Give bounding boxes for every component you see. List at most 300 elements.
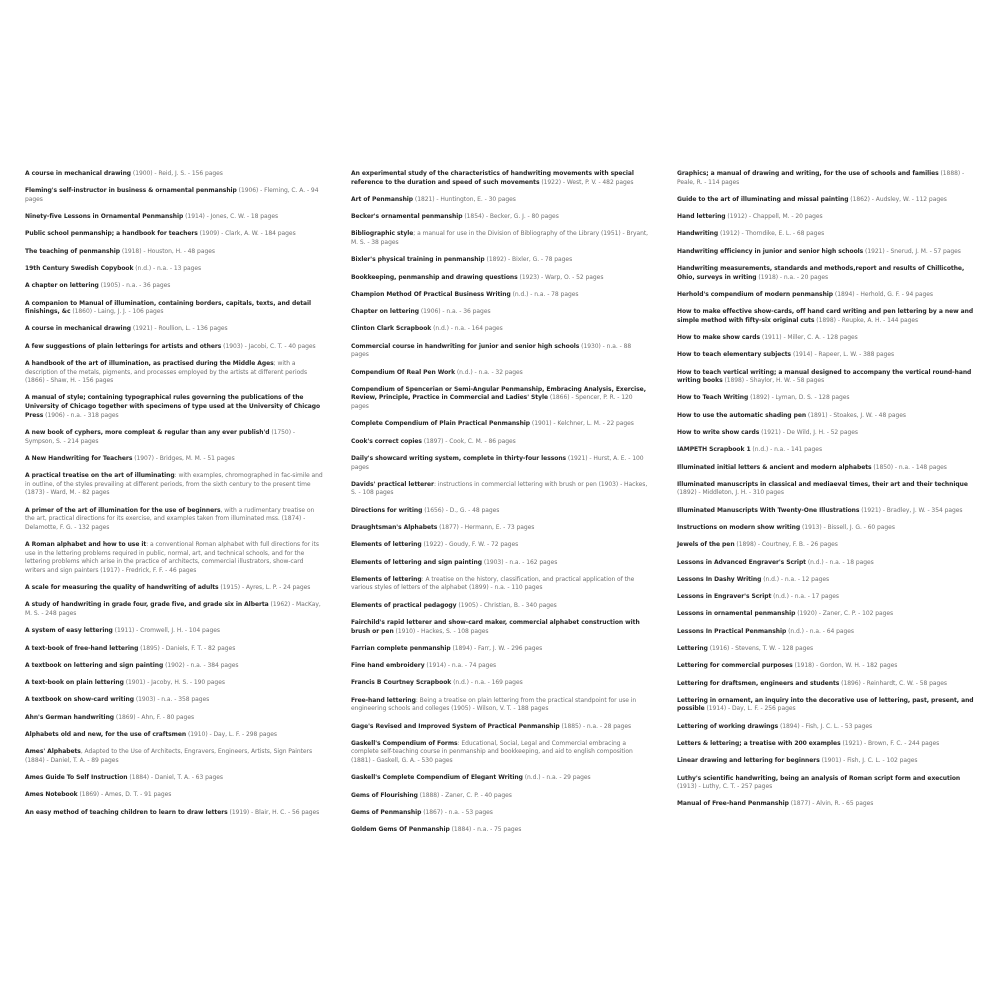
book-entry	[25, 774, 323, 783]
book-title: How to use the automatic shading pen	[677, 411, 807, 419]
book-title: Draughtsman's Alphabets	[351, 523, 438, 531]
book-title: Bookkeeping, penmanship and drawing questions	[351, 273, 518, 281]
book-entry	[677, 507, 975, 516]
book-entry	[351, 420, 649, 429]
book-meta: (1911) - Cromwell, J. H. - 104 pages	[112, 627, 220, 635]
book-entry	[677, 334, 975, 343]
book-meta: (1921) - De Wild, J. H. - 52 pages	[759, 429, 858, 437]
book-entry	[677, 576, 975, 585]
book-title: An easy method of teaching children to learn to draw letters	[25, 808, 228, 816]
book-meta: (1885) - n.a. - 28 pages	[559, 722, 632, 730]
book-meta: (1877) - Alvin, R. - 65 pages	[788, 800, 874, 808]
book-title: Commercial course in handwriting for junior and senior high schools	[351, 342, 580, 350]
book-title: How to Teach Writing	[677, 394, 749, 402]
book-title: Illuminated initial letters & ancient and modern alphabets	[677, 463, 872, 471]
book-entry	[25, 731, 323, 740]
book-title: A few suggestions of plain letterings for artists and others	[25, 342, 222, 350]
book-title: Ninety-five Lessons in Ornamental Penmanship	[25, 213, 184, 221]
book-title: Graphics; a manual of drawing and writing, for the use of schools and families	[677, 170, 939, 177]
book-title: Linear drawing and lettering for beginners	[677, 757, 820, 765]
book-title: Lessons In Practical Penmanship	[677, 627, 787, 635]
book-entry	[25, 791, 323, 800]
book-entry	[677, 723, 975, 732]
book-meta: (1866) - Spencer, P. R. - 120 pages	[351, 394, 633, 411]
book-entry	[351, 774, 649, 783]
book-meta: (1910) - Hackes, S. - 108 pages	[393, 627, 489, 635]
book-entry	[25, 679, 323, 688]
book-meta: (1913) - Bissell, J. G. - 60 pages	[800, 524, 895, 532]
book-meta: (1914) - Jones, C. W. - 18 pages	[183, 213, 279, 221]
book-meta: (n.d.) - n.a. - 12 pages	[761, 575, 830, 583]
book-meta: (1854) - Becker, G. J. - 80 pages	[462, 213, 559, 221]
book-title: Goldem Gems Of Penmanship	[351, 826, 450, 834]
book-entry	[25, 696, 323, 705]
book-entry	[677, 697, 975, 714]
book-meta: (1901) - Fish, J. C. L. - 102 pages	[819, 757, 918, 765]
book-entry	[25, 343, 323, 352]
book-entry	[677, 291, 975, 300]
book-meta: (1888) - Zaner, C. P. - 40 pages	[417, 791, 512, 799]
book-entry	[25, 300, 323, 317]
book-meta: (1907) - Bridges, M. M. - 51 pages	[132, 454, 235, 462]
book-meta: (1750) - Sympson, S. - 214 pages	[25, 428, 295, 445]
book-entry	[25, 748, 323, 765]
book-meta: (1894) - Farr, J. W. - 296 pages	[450, 644, 543, 652]
book-meta: (n.d.) - n.a. - 64 pages	[786, 627, 854, 635]
book-entry	[25, 394, 323, 420]
book-entry	[351, 826, 649, 835]
book-title: Elements of lettering	[351, 541, 422, 549]
book-subtitle: : instructions in commercial lettering with brush or pen	[433, 480, 597, 488]
book-entry	[25, 601, 323, 618]
book-entry	[677, 429, 975, 438]
book-title: A manual of style; containing typographical rules governing the publications of the University of Chicago together with specimens of type used at the University of Chicago Press	[25, 394, 321, 419]
book-meta: (1914) - Day, L. F. - 256 pages	[704, 705, 796, 713]
book-entry	[25, 809, 323, 818]
book-meta: (1923) - Warp, O. - 52 pages	[517, 273, 604, 281]
book-entry	[351, 230, 649, 247]
book-subtitle: : Educational, Social, Legal and Commercial embracing a complete self-teaching course in penmanship and bookkeeping, and aid to english composition	[351, 739, 633, 756]
book-title: Elements of lettering	[351, 575, 422, 583]
book-entry	[677, 775, 975, 792]
book-meta: (1866) - Shaw, H. - 156 pages	[25, 377, 114, 385]
book-title: How to write show cards	[677, 429, 760, 437]
book-title: Ames' Alphabets	[25, 748, 81, 756]
book-entry	[351, 213, 649, 222]
book-title: Guide to the art of illuminating and missal painting	[677, 195, 849, 203]
book-title: Clinton Clark Scrapbook	[351, 325, 432, 333]
book-title: Davids' practical letterer	[351, 480, 434, 488]
book-entry	[677, 464, 975, 473]
book-title: Gaskell's Complete Compendium of Elegant Writing	[351, 774, 523, 782]
book-title: Lettering of working drawings	[677, 722, 779, 730]
book-title: How to make effective show-cards, off hand card writing and pen lettering by a new and simple method with fifty-six original cuts	[677, 308, 974, 324]
book-meta: (1914) - n.a. - 74 pages	[424, 662, 497, 670]
book-meta: (1913) - Luthy, C. T. - 257 pages	[677, 783, 773, 791]
book-entry	[677, 800, 975, 809]
book-meta: (1906) - Fleming, C. A. - 94 pages	[25, 187, 319, 203]
book-meta: (1656) - D., G. - 48 pages	[422, 506, 500, 514]
book-meta: (1903) - n.a. - 358 pages	[133, 696, 210, 704]
book-meta: (1905) - n.a. - 36 pages	[98, 282, 171, 290]
book-title: A textbook on show-card writing	[25, 696, 134, 704]
book-title: How to teach elementary subjects	[677, 351, 792, 359]
book-meta: (1867) - n.a. - 53 pages	[421, 808, 493, 816]
book-title: Fairchild's rapid letterer and show-card maker, commercial alphabet construction with brush or pen	[351, 618, 640, 635]
book-title: Farrian complete penmanship	[351, 644, 451, 652]
book-title: Public school penmanship; a handbook for teachers	[25, 230, 198, 238]
book-title: Becker's ornamental penmanship	[351, 213, 463, 221]
book-title: Jewels of the pen	[677, 541, 735, 549]
book-title: A study of handwriting in grade four, grade five, and grade six in Alberta	[25, 601, 269, 609]
bibliography-column-1	[25, 170, 323, 843]
book-title: Handwriting efficiency in junior and senior high schools	[677, 247, 864, 255]
book-meta: (1888) - Peale, R. - 114 pages	[677, 170, 965, 186]
book-meta: (1962) - MacKay, M. S. - 248 pages	[25, 601, 321, 617]
book-entry	[677, 680, 975, 689]
book-meta: (1915) - Ayres, L. P. - 24 pages	[218, 584, 311, 592]
book-title: Alphabets old and new, for the use of craftsmen	[25, 730, 187, 738]
book-title: Letters & lettering; a treatise with 200 examples	[677, 740, 841, 747]
book-meta: (1911) - Miller, C. A. - 128 pages	[760, 334, 858, 342]
book-entry	[25, 429, 323, 446]
book-meta: (1951) - Bryant, M. S. - 38 pages	[351, 230, 649, 247]
book-meta: (1892) - Bixler, G. - 78 pages	[484, 256, 573, 264]
book-title: A New Handwriting for Teachers	[25, 454, 133, 462]
book-title: A practical treatise on the art of illuminating	[25, 472, 175, 480]
book-title: Lessons In Dashy Writing	[677, 575, 762, 583]
book-meta: (1901) - Kelchner, L. M. - 22 pages	[530, 420, 634, 428]
book-meta: (1920) - Zaner, C. P. - 102 pages	[795, 610, 894, 618]
book-meta: (1930) - n.a. - 88 pages	[351, 342, 632, 359]
book-title: Elements of practical pedagogy	[351, 601, 457, 609]
book-meta: (1921) - Roullion, L. - 136 pages	[131, 325, 228, 333]
book-entry	[351, 524, 649, 533]
book-title: Gems of Flourishing	[351, 791, 418, 799]
book-title: A scale for measuring the quality of handwriting of adults	[25, 584, 219, 592]
book-title: Champion Method Of Practical Business Writing	[351, 290, 511, 298]
book-entry	[351, 619, 649, 636]
book-entry	[351, 256, 649, 265]
book-entry	[351, 723, 649, 732]
book-title: IAMPETH Scrapbook 1	[677, 446, 751, 454]
book-title: Lessons in Advanced Engraver's Script	[677, 558, 807, 566]
book-meta: (n.d.) - n.a. - 18 pages	[806, 558, 874, 566]
book-entry	[25, 541, 323, 575]
book-meta: (1914) - Rapeer, L. W. - 388 pages	[791, 351, 895, 359]
book-meta: (1884) - n.a. - 75 pages	[449, 826, 522, 834]
book-entry	[351, 386, 649, 412]
book-title: Daily's showcard writing system, complete in thirty-four lessons	[351, 454, 567, 462]
book-meta: (n.d.) - n.a. - 17 pages	[771, 593, 839, 601]
book-entry	[677, 446, 975, 455]
book-entry	[677, 757, 975, 766]
book-title: Gems of Penmanship	[351, 808, 422, 816]
book-meta: (1821) - Huntington, E. - 30 pages	[413, 195, 516, 203]
book-title: Chapter on lettering	[351, 308, 420, 316]
book-title: Lettering	[677, 645, 708, 652]
book-entry	[25, 213, 323, 222]
book-subtitle: : with examples, chromographed in fac-simile and in outline, of the styles prevailing at different periods, from the sixth century to the present time	[25, 472, 323, 488]
book-entry	[25, 472, 323, 498]
book-entry	[351, 308, 649, 317]
book-entry	[351, 602, 649, 611]
book-title: Cook's correct copies	[351, 437, 422, 445]
book-entry	[351, 662, 649, 671]
book-title: A textbook on lettering and sign painting	[25, 661, 164, 669]
book-meta: (1921) - Snerud, J. M. - 57 pages	[863, 247, 961, 255]
book-meta: (1873) - Ward, M. - 82 pages	[25, 489, 110, 497]
book-title: The teaching of penmanship	[25, 247, 120, 255]
book-meta: (1912) - Chappell, M. - 20 pages	[725, 213, 823, 221]
book-meta: (1921) - Bradley, J. W. - 354 pages	[859, 506, 963, 514]
book-subtitle: ; with a description of the metals, pigments, and processes employed by the artists at different periods	[25, 360, 308, 376]
book-entry	[677, 230, 975, 239]
book-entry	[351, 343, 649, 360]
book-meta: (1902) - n.a. - 384 pages	[163, 661, 239, 669]
book-meta: (1910) - Day, L. F. - 298 pages	[186, 730, 278, 738]
book-title: A chapter on lettering	[25, 282, 99, 290]
book-entry	[25, 645, 323, 654]
book-meta: (1903) - Hackes, S. - 108 pages	[351, 480, 648, 497]
book-title: Manual of Free-hand Penmanship	[677, 800, 789, 808]
book-meta: (1906) - n.a. - 36 pages	[419, 308, 491, 316]
book-title: How to make show cards	[677, 334, 761, 342]
book-title: A Roman alphabet and how to use it	[25, 541, 147, 549]
book-title: A course in mechanical drawing	[25, 170, 132, 177]
book-entry	[25, 187, 323, 204]
book-meta: (1884) - Daniel, T. A. - 89 pages	[25, 756, 119, 764]
book-meta: (1918) - Gordon, W. H. - 182 pages	[792, 662, 898, 670]
book-meta: (1909) - Clark, A. W. - 184 pages	[197, 230, 296, 238]
book-entry	[677, 524, 975, 533]
book-meta: (1898) - Reupke, A. H. - 144 pages	[814, 316, 919, 324]
book-entry	[351, 541, 649, 550]
book-entry	[677, 196, 975, 205]
book-title: Luthy's scientific handwriting, being an analysis of Roman script form and execution	[677, 774, 961, 782]
book-entry	[25, 170, 323, 179]
book-meta: (1921) - Hurst, A. E. - 100 pages	[351, 454, 644, 471]
book-entry	[351, 809, 649, 818]
book-meta: (1905) - Wilson, V. T. - 188 pages	[449, 705, 549, 713]
book-entry	[677, 248, 975, 257]
book-meta: (1898) - Courtney, F. B. - 26 pages	[734, 541, 838, 549]
book-meta: (1903) - n.a. - 162 pages	[481, 558, 558, 566]
book-entry	[677, 481, 975, 498]
book-meta: (n.d.) - n.a. - 141 pages	[750, 446, 823, 454]
book-entry	[677, 369, 975, 386]
book-meta: (1901) - Jacoby, H. S. - 190 pages	[123, 679, 225, 687]
bibliography-column-2	[351, 170, 649, 843]
book-entry	[351, 576, 649, 593]
book-entry	[351, 697, 649, 714]
book-title: Lettering for commercial purposes	[677, 662, 793, 670]
book-entry	[677, 351, 975, 360]
book-meta: (n.d.) - n.a. - 29 pages	[522, 774, 591, 782]
book-entry	[677, 645, 975, 654]
book-meta: (n.d.) - n.a. - 13 pages	[133, 265, 202, 272]
book-entry	[351, 274, 649, 283]
book-entry	[25, 265, 323, 274]
book-title: Handwriting	[677, 230, 719, 238]
book-entry	[351, 645, 649, 654]
book-meta: (1895) - Daniels, F. T. - 82 pages	[138, 644, 236, 652]
book-meta: (n.d.) - n.a. - 169 pages	[451, 679, 523, 687]
book-meta: (1869) - Ahn, F. - 80 pages	[114, 713, 195, 721]
book-meta: (1850) - n.a. - 148 pages	[871, 463, 947, 471]
book-meta: (1903) - Jacobi, C. T. - 40 pages	[221, 342, 316, 350]
book-entry	[25, 507, 323, 533]
book-entry	[25, 230, 323, 239]
book-title: Gage's Revised and Improved System of Practical Penmanship	[351, 722, 560, 730]
book-title: A text-book of free-hand lettering	[25, 644, 139, 652]
book-title: Free-hand lettering	[351, 696, 416, 704]
book-entry	[25, 627, 323, 636]
book-title: Instructions on modern show writing	[677, 524, 801, 532]
book-title: Lessons in Engraver's Script	[677, 593, 772, 601]
book-entry	[677, 394, 975, 403]
book-subtitle: : a conventional Roman alphabet with full directions for its use in the lettering problems required in public, normal, art, and technical schools, and for the lettering problems which arise in the practice of architects, commercial illustrators, show-card writers and sign painters	[25, 541, 319, 574]
book-entry	[25, 282, 323, 291]
book-title: Complete Compendium of Plain Practical Penmanship	[351, 420, 531, 428]
book-meta: (1897) - Cook, C. M. - 86 pages	[421, 437, 516, 445]
book-meta: (n.d.) - n.a. - 78 pages	[510, 290, 579, 298]
book-title: Directions for writing	[351, 506, 423, 514]
book-title: Illuminated manuscripts in classical and mediaeval times, their art and their technique	[677, 480, 968, 488]
book-meta: (1894) - Fish, J. C. L. - 53 pages	[778, 722, 873, 730]
book-entry	[25, 455, 323, 464]
book-entry	[351, 679, 649, 688]
book-entry	[25, 662, 323, 671]
book-subtitle: ; a manual for use in the Division of Bibliography of the Library	[413, 230, 600, 238]
book-entry	[351, 740, 649, 766]
book-entry	[351, 481, 649, 498]
book-entry	[677, 662, 975, 671]
book-entry	[351, 170, 649, 187]
book-title: Art of Penmanship	[351, 195, 414, 203]
book-entry	[25, 360, 323, 386]
book-title: Ahn's German handwriting	[25, 713, 115, 721]
book-entry	[351, 507, 649, 516]
bibliography-columns	[25, 170, 975, 843]
book-entry	[351, 196, 649, 205]
book-entry	[677, 412, 975, 421]
book-title: Fine hand embroidery	[351, 662, 425, 670]
book-meta: (1922) - West, P. V. - 482 pages	[539, 178, 634, 186]
book-entry	[351, 455, 649, 472]
book-entry	[677, 308, 975, 325]
book-meta: (1898) - Shaylor, H. W. - 58 pages	[722, 377, 825, 385]
book-meta: (1874) - Delamotte, F. G. - 132 pages	[25, 515, 306, 531]
book-meta: (1918) - Houston, H. - 48 pages	[119, 247, 215, 255]
book-title: 19th Century Swedish Copybook	[25, 265, 134, 272]
book-entry	[351, 438, 649, 447]
book-meta: (1906) - n.a. - 318 pages	[43, 411, 119, 419]
book-meta: (n.d.) - n.a. - 164 pages	[431, 325, 503, 333]
book-title: Ames Notebook	[25, 791, 78, 799]
book-subtitle: : Being a treatise on plain lettering from the practical standpoint for use in engineering schools and colleges	[351, 696, 637, 713]
book-meta: (1896) - Reinhardt, C. W. - 58 pages	[839, 679, 947, 687]
book-meta: (1922) - Goudy, F. W. - 72 pages	[421, 541, 519, 549]
book-title: A new book of cyphers, more compleat & regular than any ever publish'd	[25, 428, 270, 436]
book-entry	[677, 170, 975, 187]
book-title: Compendium of Spencerian or Semi-Angular Penmanship, Embracing Analysis, Exercise, Review, Principle, Practice in Commercial and Ladies' Style	[351, 385, 646, 402]
book-title: Lessons in ornamental penmanship	[677, 610, 796, 618]
book-title: Compendium Of Real Pen Work	[351, 368, 456, 376]
book-meta: (1900) - Reid, J. S. - 156 pages	[131, 170, 223, 177]
book-title: A system of easy lettering	[25, 627, 113, 635]
book-entry	[677, 740, 975, 749]
book-entry	[351, 369, 649, 378]
book-subtitle: : A treatise on the history, classification, and practical application of the various styles of letters of the alphabet	[351, 575, 635, 592]
book-meta: (1912) - Thorndike, E. L. - 68 pages	[718, 230, 825, 238]
book-title: Lettering for draftsmen, engineers and students	[677, 679, 840, 687]
book-entry	[351, 325, 649, 334]
book-entry	[677, 610, 975, 619]
book-meta: (1860) - Laing, J. J. - 106 pages	[70, 308, 164, 316]
book-title: Herhold's compendium of modern penmanship	[677, 290, 834, 298]
book-title: Gaskell's Compendium of Forms	[351, 739, 458, 747]
book-meta: (1891) - Stoakes, J. W. - 48 pages	[806, 411, 906, 419]
book-title: A primer of the art of illumination for the use of beginners	[25, 506, 221, 514]
book-title: A text-book on plain lettering	[25, 679, 124, 687]
book-entry	[677, 213, 975, 222]
book-title: How to teach vertical writing; a manual designed to accompany the vertical round-hand writing books	[677, 368, 972, 385]
book-entry	[25, 584, 323, 593]
book-meta: (1899) - n.a. - 110 pages	[467, 584, 543, 592]
book-entry	[677, 265, 975, 282]
book-title: A course in mechanical drawing	[25, 325, 132, 333]
book-meta: (n.d.) - n.a. - 32 pages	[455, 368, 523, 376]
book-title: Lettering in ornament, an inquiry into the decorative use of lettering, past, present, and possible	[677, 696, 974, 713]
book-meta: (1917) - Fredrick, F. F. - 46 pages	[98, 566, 197, 574]
book-title: Ames Guide To Self Instruction	[25, 774, 128, 782]
book-subtitle: , Adapted to the Use of Architects, Engravers, Engineers, Artists, Sign Painters	[80, 748, 313, 756]
book-title: An experimental study of the characteristics of handwriting movements with special reference to the duration and speed of such movements	[351, 170, 634, 186]
book-title: Elements of lettering and sign painting	[351, 558, 482, 566]
book-title: Bibliographic style	[351, 230, 414, 238]
book-meta: (1905) - Christian, B. - 340 pages	[456, 601, 557, 609]
book-meta: (1881) - Gaskell, G. A. - 530 pages	[351, 757, 453, 764]
book-title: Fleming's self-instructor in business & ornamental penmanship	[25, 187, 237, 195]
book-entry	[25, 248, 323, 257]
book-title: Illuminated Manuscripts With Twenty-One Illustrations	[677, 506, 860, 514]
bibliography-column-3	[677, 170, 975, 843]
book-entry	[351, 792, 649, 801]
book-title: A handbook of the art of illumination, as practised during the Middle Ages	[25, 360, 274, 367]
book-meta: (1921) - Brown, F. C. - 244 pages	[840, 740, 940, 747]
book-meta: (1877) - Hermann, E. - 73 pages	[437, 523, 535, 531]
book-entry	[351, 291, 649, 300]
book-meta: (1862) - Audsley, W. - 112 pages	[848, 195, 947, 203]
book-entry	[25, 714, 323, 723]
book-title: Bixler's physical training in penmanship	[351, 256, 485, 264]
book-title: Francis B Courtney Scrapbook	[351, 679, 452, 687]
book-subtitle: , with a rudimentary treatise on the art, practical directions for its exercise, and examples taken from illuminated mss.	[25, 506, 315, 523]
book-entry	[677, 593, 975, 602]
book-meta: (1916) - Stevens, T. W. - 128 pages	[707, 645, 814, 652]
book-entry	[677, 559, 975, 568]
book-entry	[677, 541, 975, 550]
book-title: A companion to Manual of illumination, containing borders, capitals, texts, and detail finishings, &c	[25, 299, 312, 316]
book-entry	[25, 325, 323, 334]
book-meta: (1892) - Lyman, D. S. - 128 pages	[748, 394, 850, 402]
book-meta: (1918) - n.a. - 20 pages	[756, 273, 829, 281]
book-title: Hand lettering	[677, 213, 726, 221]
book-entry	[677, 628, 975, 637]
book-meta: (1919) - Blair, H. C. - 56 pages	[227, 808, 320, 816]
book-meta: (1869) - Ames, D. T. - 91 pages	[77, 791, 172, 799]
